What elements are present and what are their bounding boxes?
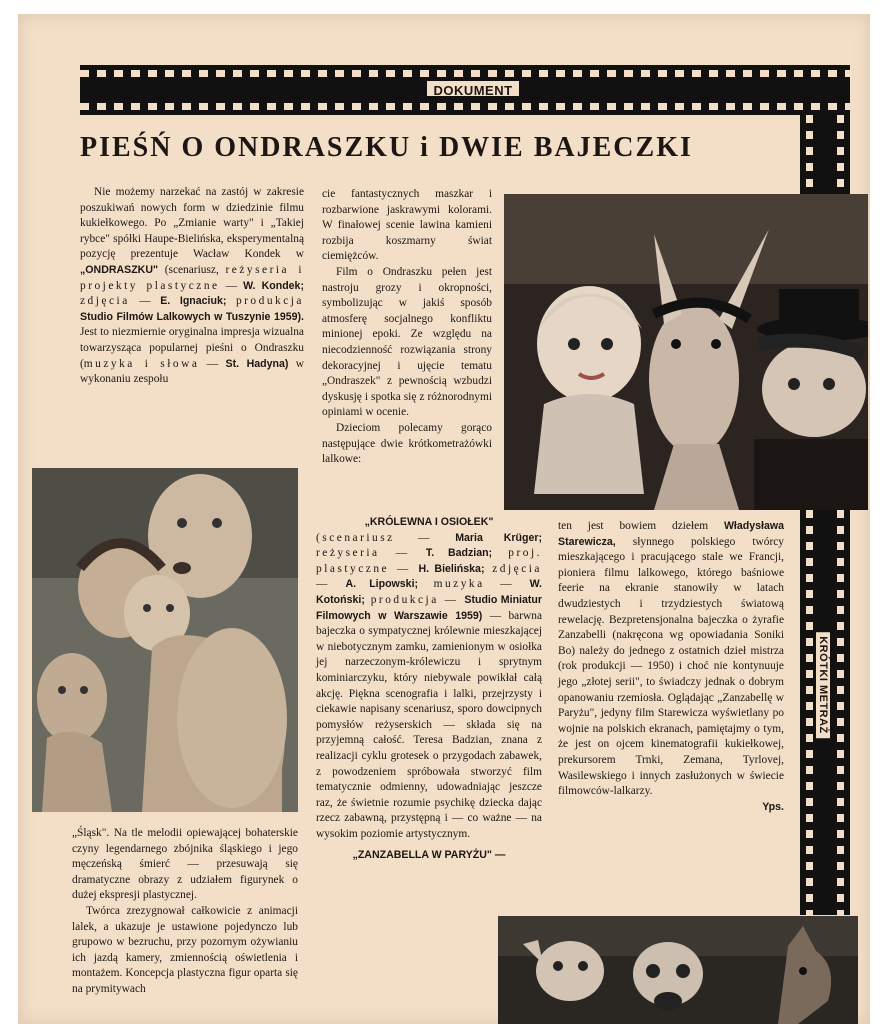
- credit-name: Maria Krüger;: [455, 531, 542, 544]
- paragraph: Dzieciom polecamy gorąco następujące dwie krótkometrażówki lalkowe:: [322, 421, 492, 466]
- text-fragment: —: [199, 357, 226, 370]
- credit-name: W. Kotoński;: [316, 578, 542, 606]
- text-fragment: Nie możemy narzekać na zastój w zakresie poszukiwań nowych form w dziedzinie filmu kukiełkowego. Po „Zmianie warty" i „Takiej rybce" spółki Haupe-Bielińska, eksperymentalną pozycję prezentuje Wacław Kondek w: [80, 186, 304, 261]
- text-fragment: —: [219, 279, 244, 292]
- film-title-ondraszek: „ONDRASZKU": [80, 263, 158, 276]
- credit-name: Studio Filmów Lalkowych w Tuszynie 1959).: [80, 310, 304, 323]
- text-fragment: (scenariusz —: [316, 531, 456, 544]
- text-fragment: — barwna bajeczka o sympatycznej królewnie mieszkającej w niebotycznym zamku, zamienionym w osiołka jej narzeczonym-królewiczu i sprytnym kominiarczyku, który niebywale powikłał całą akcję. Piękna scenografia i lalki, przejrzysty i ciekawie napisany scenariusz, sporo dowcipnych pomysłów reżyserskich — składa się na przyjemną całość. Teresa Badzian, znana z realizacji cyklu grotesek o przygodach zabawek, z powodzeniem spróbowała stworzyć film tematycznie odmienny, udowadniając jeszcze raz, że świetnie rozumie psychikę dziecka dając rzecz zabawną, przystępną i — co ważne — na wysokim poziomie artystycznym.: [316, 609, 543, 840]
- credit-name: H. Bielińska;: [418, 562, 485, 575]
- page-title: PIEŚŃ O ONDRASZKU i DWIE BAJECZKI: [80, 132, 693, 163]
- text-fragment: produkcja —: [364, 593, 465, 606]
- section-label: DOKUMENT: [425, 79, 521, 98]
- photo-wooden-figures: [32, 468, 298, 812]
- credit-name: Studio Miniatur Filmowych w Warszawie 1959): [316, 593, 542, 622]
- text-fragment: Jest to niezmiernie oryginalna impresja wizualna towarzysząca popularnej pieśni o Ondraszku (: [80, 326, 304, 370]
- credit-name: A. Lipowski;: [345, 578, 419, 591]
- paragraph: „Śląsk". Na tle melodii opiewającej bohaterskie czyny legendarnego zbójnika śląskiego i jego męczeńską śmierć — przesuwają się dramatyczne obrazy z udziałem figurynek o dużej ekspresji plastycznej.: [72, 827, 298, 902]
- text-fragment: —: [129, 295, 161, 308]
- film-title-krolewna: „KRÓLEWNA I OSIOŁEK": [364, 516, 494, 528]
- paragraph: Film o Ondraszku pełen jest nastroju grozy i okropności, symbolizując w jakiś sposób atmosferę socjalnego konfliktu minionej epoki. Ze względu na niecodzienność rozwiązania strony dekoracyjnej i ujęcie tematu „Ondraszek" z pewnością wzbudzi dyskusję i spotka się z różnorodnymi opiniami w ocenie.: [322, 265, 492, 419]
- text-fragment: zdjęcia: [80, 295, 130, 308]
- film-strip-corner: [800, 115, 850, 195]
- text-fragment: reżyseria i projekty plastyczne: [80, 263, 304, 292]
- column-3: [558, 519, 784, 815]
- text-fragment: (scenariusz,: [158, 263, 226, 276]
- paragraph: cie fantastycznych maszkar i rozbarwione jaskrawymi kolorami. W finałowej scenie lawina kamieni rozbija koszmarny świat ciemiężców.: [322, 188, 492, 263]
- credit-name: W. Kondek;: [243, 279, 304, 292]
- text-fragment: muzyka —: [418, 578, 530, 591]
- paragraph: Twórca zrezygnował całkowicie z animacji lalek, a ukazuje je ustawione pojedynczo lub grupowo w bezruchu, przy pozornym ożywianiu ich jazdą kamery, zmiennością oświetlenia i montażem. Koncepcja plastyczna figur oparta się na prymitywach: [72, 904, 298, 995]
- text-fragment: proj. plastyczne —: [316, 547, 542, 575]
- photo-puppets-princess-donkey: [504, 194, 868, 510]
- author-signature: Yps.: [762, 800, 784, 813]
- text-fragment: słynnego polskiego twórcy mieszkającego i pracującego stale we Francji, pioniera filmu lalkowego, którego baśniowe feerie na ekranie stanowiły w latach dwudziestych i trzydziestych światową rewelację. Bezpretensjonalna bajeczka o żyrafie Zanzabelli (nakręcona wg opowiadania Soniki Bo) należy do jednego z ostatnich dzieł mistrza (rok produkcji — 1950) i choć nie kontynuuje jego „złotej serii", to świadczy jednak o dobrym opanowaniu rzemiosła. Oglądając „Zanzabellę w Paryżu", jedyny film Starewicza wyświetlany po wojnie na polskich ekranach, pamiętajmy o tym, że jest on ojcem kinematografii kukiełkowej, prekursorem Trnki, Zemana, Tyrlovej, Wasilewskiego i innych zasłużonych w świecie filmowców-lalkarzy.: [558, 535, 784, 798]
- text-fragment: reżyseria —: [316, 547, 426, 560]
- film-title-zanzabella: „ZANZABELLA W PARYŻU" —: [352, 849, 506, 862]
- column-2: [322, 187, 492, 468]
- text-fragment: w wykonaniu zespołu: [80, 357, 304, 386]
- credit-name: T. Badzian;: [425, 547, 493, 560]
- column-1-top: [80, 185, 304, 388]
- text-fragment: [226, 295, 236, 307]
- credit-name: Władysława Starewicza,: [558, 520, 784, 548]
- credit-name: St. Hadyna): [225, 357, 289, 370]
- side-label: KRÓTKI METRAŻ: [812, 620, 834, 750]
- text-fragment: produkcja: [235, 295, 304, 308]
- column-1-bottom: [72, 826, 298, 998]
- photo-animal-puppets: [498, 916, 858, 1024]
- credit-name: E. Ignaciuk;: [160, 295, 227, 308]
- column-2-lower: [316, 515, 542, 864]
- text-fragment: muzyka i słowa: [83, 357, 200, 370]
- text-fragment: ten jest bowiem dziełem: [558, 520, 724, 532]
- text-fragment: zdjęcia —: [316, 562, 542, 591]
